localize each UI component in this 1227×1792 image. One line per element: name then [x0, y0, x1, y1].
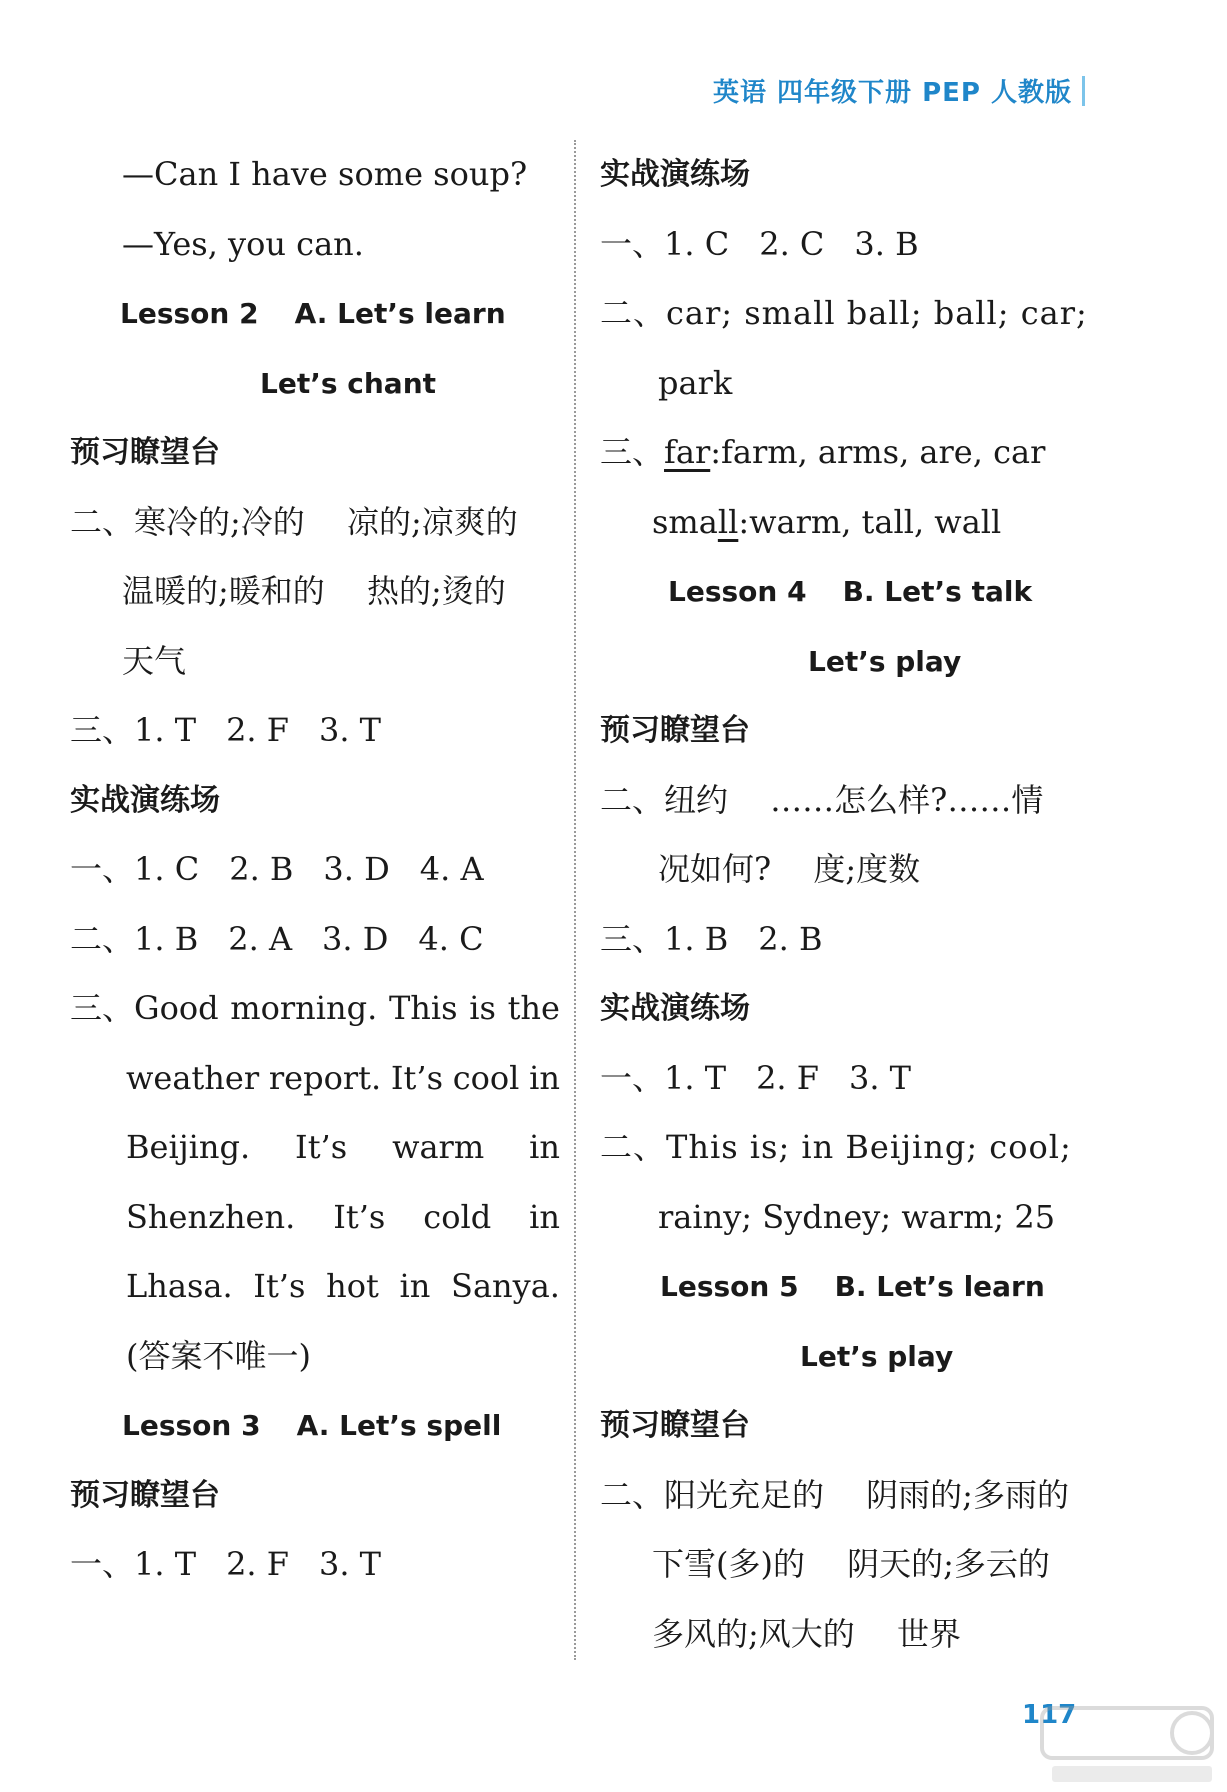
word: Good: [134, 989, 219, 1027]
answer-line: 二、car; small ball; ball; car;: [600, 294, 1088, 332]
answer-line: [70, 905, 560, 975]
answer-item: 3. D: [323, 850, 390, 888]
word: in: [529, 1128, 560, 1166]
lesson-heading: [70, 1391, 560, 1461]
answer-note: (答案不唯一): [126, 1336, 311, 1375]
lesson-title: B. Let’s talk: [842, 575, 1033, 608]
word: in: [529, 1058, 560, 1097]
answer-line: 天气: [122, 641, 187, 680]
answer-line: 况如何? 度;度数: [658, 850, 921, 888]
section-title-practice: 实战演练场: [600, 991, 750, 1026]
answer-line: 温暖的;暖和的 热的;烫的: [122, 572, 506, 610]
answer-item: 2. C: [759, 224, 825, 263]
left-column: [70, 140, 560, 1600]
word: Beijing.: [126, 1128, 251, 1166]
word: It’s: [295, 1128, 348, 1166]
answer-line: 下雪(多)的 阴天的;多云的: [652, 1545, 1050, 1583]
answer-line: 多风的;风大的 世界: [652, 1614, 961, 1653]
answer-line: [600, 1044, 1090, 1114]
item-prefix: 三、: [600, 433, 665, 471]
word: Sanya.: [451, 1267, 560, 1305]
item-prefix: 三、: [70, 711, 135, 749]
item-prefix: 一、: [600, 224, 665, 263]
page-number: 117: [1022, 1700, 1077, 1730]
answer-item: 4. A: [419, 850, 484, 888]
underlined-letters: ll: [717, 502, 739, 541]
answer-item: 3. T: [848, 1058, 912, 1097]
word: It’s: [253, 1267, 306, 1305]
answer-line: [70, 974, 560, 1044]
lesson-heading: [600, 1252, 1090, 1322]
lesson-title: A. Let’s spell: [296, 1409, 502, 1442]
watermark-logo-icon: [1032, 1690, 1227, 1790]
answer-item: 1. C: [134, 850, 200, 888]
answer-line: park: [658, 363, 733, 402]
page-header: [713, 72, 1085, 109]
word: It’s: [390, 1058, 443, 1097]
dialog-line: —Can I have some soup?: [122, 155, 528, 193]
answer-item: 1. T: [134, 1545, 197, 1583]
header-title: 英语 四年级下册 PEP 人教版: [712, 78, 1072, 108]
answer-item: 1. B: [664, 919, 729, 958]
right-column: [600, 140, 1090, 1669]
header-accent-bar: [1082, 76, 1085, 106]
answer-item: 1. T: [664, 1058, 727, 1097]
lesson-number: Lesson 3: [122, 1409, 261, 1442]
section-title-preview: 预习瞭望台: [70, 1477, 220, 1513]
word: weather: [126, 1058, 260, 1097]
item-prefix: 三、: [600, 919, 665, 958]
lesson-title: B. Let’s learn: [834, 1270, 1045, 1303]
word-list: :farm, arms, are, car: [710, 433, 1046, 471]
lesson-heading: [70, 279, 560, 349]
answer-line: [70, 1252, 560, 1322]
answer-item: 3. T: [318, 1545, 382, 1583]
answer-line: [600, 905, 1090, 975]
item-prefix: 一、: [70, 850, 135, 888]
answer-line: [600, 210, 1090, 280]
answer-line: 二、纽约 ……怎么样?……情: [600, 780, 1044, 819]
section-title-practice: 实战演练场: [600, 157, 750, 192]
word: hot: [326, 1267, 379, 1305]
answer-item: 3. B: [854, 224, 919, 263]
answer-item: 4. C: [418, 919, 484, 958]
answer-item: 3. T: [318, 711, 382, 749]
word: Lhasa.: [126, 1267, 233, 1305]
answer-line: [70, 696, 560, 766]
word: is: [469, 989, 496, 1027]
justified-text: [134, 974, 560, 1044]
section-title-preview: 预习瞭望台: [600, 713, 750, 748]
item-prefix: 一、: [600, 1058, 665, 1097]
answer-item: 2. F: [226, 1545, 289, 1583]
item-prefix: 一、: [70, 1545, 135, 1583]
underlined-word: far: [664, 433, 711, 471]
word: Shenzhen.: [126, 1197, 296, 1236]
answer-item: 2. B: [229, 850, 294, 888]
word: the: [507, 989, 560, 1027]
word: cool: [452, 1058, 520, 1097]
lesson-subheading: Let’s play: [808, 644, 962, 678]
answer-line: [70, 835, 560, 905]
section-title-preview: 预习瞭望台: [70, 435, 220, 470]
answer-item: 3. D: [322, 919, 389, 958]
word: in: [529, 1197, 560, 1236]
section-title-preview: 预习瞭望台: [600, 1408, 750, 1443]
answer-line: [600, 418, 1090, 488]
word: warm: [392, 1128, 485, 1166]
word: report.: [268, 1058, 382, 1097]
answer-line: [70, 1183, 560, 1253]
answer-line: [70, 1044, 560, 1114]
answer-item: 1. B: [134, 919, 199, 958]
lesson-subheading: Let’s play: [800, 1339, 954, 1373]
answer-item: 1. C: [664, 224, 730, 263]
lesson-heading: [600, 557, 1090, 627]
answer-line: 二、阳光充足的 阴雨的;多雨的: [600, 1475, 1069, 1514]
answer-line: rainy; Sydney; warm; 25: [658, 1197, 1056, 1236]
answer-item: 2. B: [758, 919, 823, 958]
item-prefix: 二、: [70, 919, 135, 958]
answer-line: [70, 1113, 560, 1183]
lesson-subheading: Let’s chant: [260, 366, 437, 400]
dialog-line: —Yes, you can.: [122, 224, 364, 263]
lesson-number: Lesson 4: [668, 575, 807, 608]
answer-line: [600, 488, 1090, 558]
lesson-number: Lesson 2: [120, 297, 259, 330]
word: cold: [423, 1197, 492, 1236]
lesson-title: A. Let’s learn: [294, 297, 506, 330]
word: in: [399, 1267, 431, 1305]
answer-line: 二、This is; in Beijing; cool;: [600, 1128, 1072, 1166]
item-prefix: 三、: [70, 989, 135, 1027]
word: It’s: [333, 1197, 386, 1236]
word: morning.: [230, 989, 378, 1027]
answer-item: 2. F: [226, 711, 289, 749]
section-title-practice: 实战演练场: [70, 782, 220, 818]
answer-item: 2. F: [756, 1058, 819, 1097]
word-part: sma: [652, 502, 718, 541]
answer-line: 二、寒冷的;冷的 凉的;凉爽的: [70, 502, 518, 541]
word: This: [388, 989, 458, 1027]
word-list: :warm, tall, wall: [738, 502, 1002, 541]
answer-item: 1. T: [134, 711, 197, 749]
answer-line: [70, 1530, 560, 1600]
lesson-number: Lesson 5: [660, 1270, 799, 1303]
column-divider: [574, 140, 576, 1660]
answer-item: 2. A: [228, 919, 293, 958]
